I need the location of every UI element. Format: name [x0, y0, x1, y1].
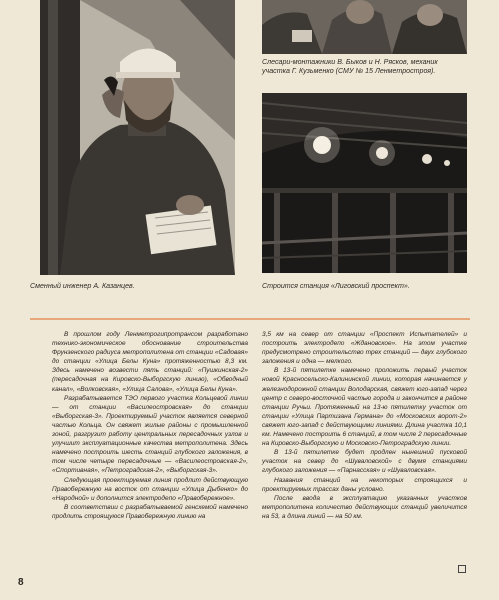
caption-engineer: Сменный инженер А. Казанцев.: [30, 282, 135, 290]
article-paragraph: Следующая проектируемая линия продлит действующую Правобережную на восток от станции «Улица Дыбенко» до «Народной» и дополнится электродепо «Правобережное».: [52, 476, 248, 502]
article-column-right: [262, 330, 467, 521]
article-paragraph: 3,5 км на север от станции «Проспект Испытателей» и построить электродепо «Ждановское». На этом участке предусмотрено строительство трех станций — двух глубокого заложения и одна — мелкого.: [262, 331, 467, 366]
caption-fitters: Слесари-монтажники В. Быков и Н. Рясков, механик участка Г. Кузьменко (СМУ № 15 Ленметростроя).: [262, 58, 438, 75]
article-paragraph: Разрабатывается ТЭО первого участка Кольцевой линии — от станции «Василеостровская» до станции «Выборгская-3». Проектируемый участок является северной частью Кольца. Он свяжет жилые районы с промышленной зоной, разгрузит работу центральных пересадочных узлов и улучшит эксплуатационные качества метрополитена. Здесь намечено построить шесть станций глубокого заложения, в том числе четыре пересадочные — «Василеостровская-2», «Спортивная», «Петроградская-2», «Выборгская-3».: [52, 394, 248, 475]
divider-rule: [30, 318, 470, 320]
article-paragraph: В 13-й пятилетке намечено проложить первый участок новой Красносельско-Калининской линии, которая начинается у железнодорожной станции Володарская, свяжет юго-запад через центр с северо-восточной частью города и закончится в районе станции Ручьи. Протяженный на 13-ю пятилетку участок от станции «Улица Партизана Германа» до «Московских ворот-2» свяжет юго-запад с действующими линиями. Длина участка 10,1 км. Намечено построить 6 станций, в том числе 2 пересадочные на Кировско-Выборгскую и Московско-Петроградскую линии.: [262, 367, 467, 448]
photo-fitters: [262, 0, 467, 54]
caption-station: Строится станция «Лиговский проспект».: [262, 282, 410, 290]
article-paragraph: После ввода в эксплуатацию указанных участков метрополитена количество действующих станций увеличится на 53, а длина линий — на 50 км.: [262, 494, 467, 520]
photo-station: [262, 93, 467, 273]
photo-engineer: [40, 0, 235, 275]
article-column-left: [52, 330, 248, 521]
article-paragraph: В прошлом году Ленметрогипротрансом разработано технико-экономическое обоснование строительства Фрунзенского радиуса метрополитена от станции «Садовая» до станции «Улица Белы Куна» протяженностью 8,3 км. Здесь намечено возвести пять станций: «Пушкинская-2» (пересадочная на Кировско-Выборгскую линию), «Обводный канал», «Волковская», «Улица Салова», «Улица Белы Куна».: [52, 331, 248, 393]
end-mark: [458, 565, 466, 573]
article-paragraph: Названия станций на некоторых строящихся и проектируемых трассах даны условно.: [262, 476, 467, 493]
article-paragraph: В соответствии с разрабатываемой генсхемой намечено продлить строящуюся Правобережную линию на: [52, 503, 248, 520]
article-paragraph: В 13-й пятилетке будет продлен нынешний пусковой участок на север до «Шуваловской» с двумя станциями глубокого заложения — «Парнасская» и «Шуваловская».: [262, 449, 467, 475]
page-number: 8: [18, 577, 24, 588]
